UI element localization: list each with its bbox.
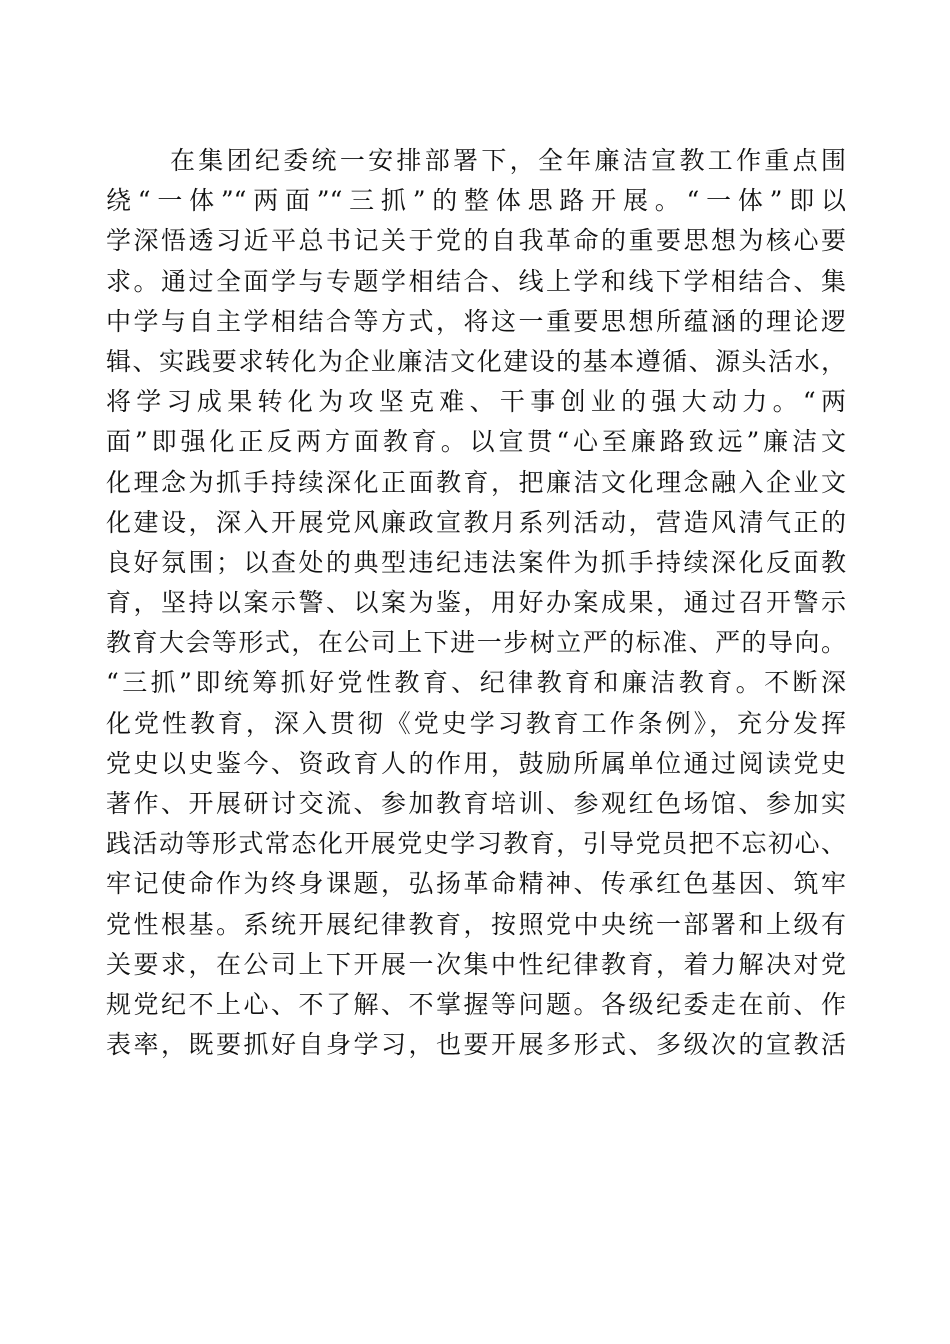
paragraph-line: 求。通过全面学与专题学相结合、线上学和线下学相结合、集 (106, 266, 846, 296)
paragraph-line: 著作、开展研讨交流、参加教育培训、参观红色场馆、参加实 (106, 789, 846, 818)
paragraph-line: 育，坚持以案示警、以案为鉴，用好办案成果，通过召开警示 (106, 588, 846, 618)
paragraph-line: 将学习成果转化为攻坚克难、干事创业的强大动力。“两 (106, 387, 846, 417)
paragraph-line: 规党纪不上心、不了解、不掌握等问题。各级纪委走在前、作 (106, 989, 846, 1019)
paragraph-line: 良好氛围；以查处的典型违纪违法案件为抓手持续深化反面教 (106, 547, 846, 577)
paragraph-line: 践活动等形式常态化开展党史学习教育，引导党员把不忘初心、 (106, 829, 846, 859)
paragraph-line: 牢记使命作为终身课题，弘扬革命精神、传承红色基因、筑牢 (106, 869, 846, 899)
paragraph-line: “三抓”即统筹抓好党性教育、纪律教育和廉洁教育。不断深 (106, 668, 846, 698)
paragraph-line: 化理念为抓手持续深化正面教育，把廉洁文化理念融入企业文 (106, 467, 846, 497)
paragraph-line: 面”即强化正反两方面教育。以宣贯“心至廉路致远”廉洁文 (106, 427, 846, 457)
paragraph-line: 辑、实践要求转化为企业廉洁文化建设的基本遵循、源头活水， (106, 346, 846, 376)
paragraph-line: 党性根基。系统开展纪律教育，按照党中央统一部署和上级有 (106, 909, 846, 939)
paragraph-line: 中学与自主学相结合等方式，将这一重要思想所蕴涵的理论逻 (106, 306, 846, 336)
paragraph-line: 化建设，深入开展党风廉政宣教月系列活动，营造风清气正的 (106, 507, 846, 537)
paragraph-line: 关要求，在公司上下开展一次集中性纪律教育，着力解决对党 (106, 949, 846, 979)
paragraph-line: 教育大会等形式，在公司上下进一步树立严的标准、严的导向。 (106, 628, 846, 658)
paragraph-line: 学深悟透习近平总书记关于党的自我革命的重要思想为核心要 (106, 226, 846, 256)
body-paragraph (106, 141, 846, 1065)
paragraph-line: 在集团纪委统一安排部署下，全年廉洁宣教工作重点围 (170, 146, 846, 175)
paragraph-line: 表率，既要抓好自身学习，也要开展多形式、多级次的宣教活 (106, 1030, 846, 1060)
paragraph-line: 党史以史鉴今、资政育人的作用，鼓励所属单位通过阅读党史 (106, 748, 846, 778)
paragraph-line: 化党性教育，深入贯彻《党史学习教育工作条例》，充分发挥 (106, 708, 846, 738)
paragraph-line: 绕“一体”“两面”“三抓”的整体思路开展。“一体”即以 (106, 186, 846, 216)
